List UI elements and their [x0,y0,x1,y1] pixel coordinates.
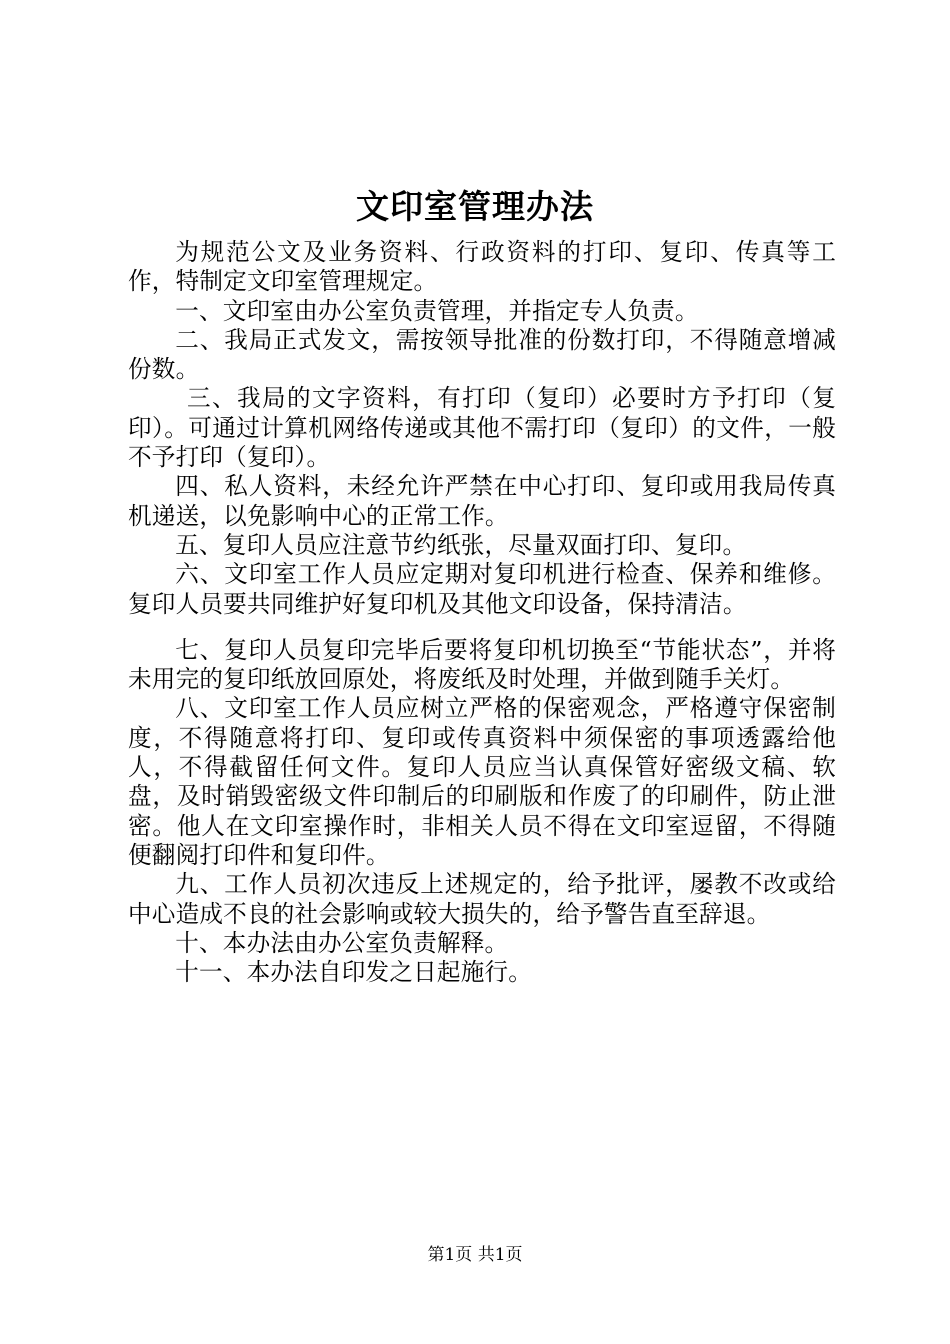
page-title: 文印室管理办法 [356,187,594,226]
paragraph-article-8: 八、文印室工作人员应树立严格的保密观念，严格遵守保密制度，不得随意将打印、复印或传真资料中须保密的事项透露给他人，不得截留任何文件。复印人员应当认真保管好密级文稿、软盘，及时销毁密级文件印制后的印刷版和作废了的印刷件，防止泄密。他人在文印室操作时，非相关人员不得在文印室逗留，不得随便翻阅打印件和复印件。 [128,694,836,869]
paragraph-article-11: 十一、本办法自印发之日起施行。 [175,958,533,987]
paragraph-article-2: 二、我局正式发文，需按领导批准的份数打印，不得随意增减份数。 [128,325,836,384]
paragraph-article-3: 三、我局的文字资料，有打印（复印）必要时方予打印（复印）。可通过计算机网络传递或其他不需打印（复印）的文件，一般不予打印（复印）。 [128,384,836,472]
page-number-footer: 第1页 共1页 [427,1245,523,1265]
paragraph-article-5: 五、复印人员应注意节约纸张，尽量双面打印、复印。 [175,530,747,559]
paragraph-article-7: 七、复印人员复印完毕后要将复印机切换至“节能状态”，并将未用完的复印纸放回原处，将废纸及时处理，并做到随手关灯。 [128,635,836,694]
paragraph-article-10: 十、本办法由办公室负责解释。 [175,928,509,957]
paragraph-intro: 为规范公文及业务资料、行政资料的打印、复印、传真等工作，特制定文印室管理规定。 [128,238,836,296]
paragraph-article-4: 四、私人资料，未经允许严禁在中心打印、复印或用我局传真机递送，以免影响中心的正常工作。 [128,472,836,530]
paragraph-article-9: 九、工作人员初次违反上述规定的，给予批评，屡教不改或给中心造成不良的社会影响或较大损失的，给予警告直至辞退。 [128,870,836,928]
paragraph-article-6: 六、文印室工作人员应定期对复印机进行检查、保养和维修。复印人员要共同维护好复印机及其他文印设备，保持清洁。 [128,560,836,618]
paragraph-article-1: 一、文印室由办公室负责管理，并指定专人负责。 [175,296,699,325]
document-body [128,238,836,987]
